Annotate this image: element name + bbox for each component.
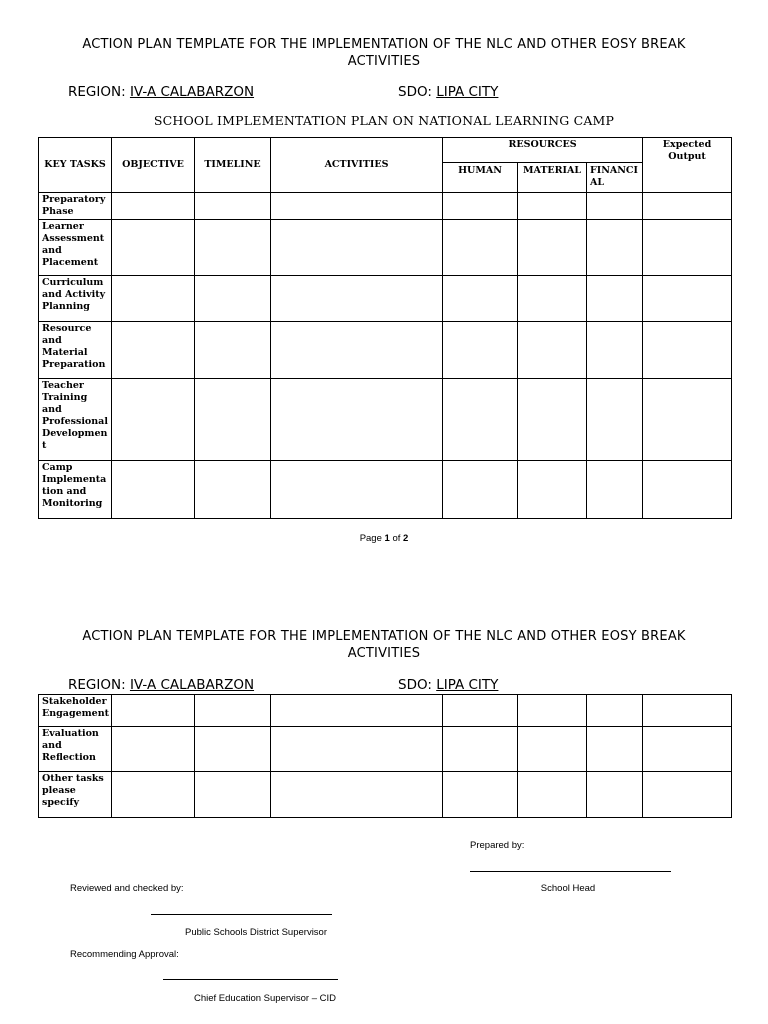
- task-cell: Curriculum and Activity Planning: [39, 276, 112, 322]
- page2-sdo: [398, 677, 498, 693]
- header-timeline: TIMELINE: [195, 138, 271, 193]
- task-cell: Preparatory Phase: [39, 193, 112, 220]
- page1-sdo: [398, 84, 498, 100]
- input-cell[interactable]: [643, 695, 732, 727]
- header-financial: FINANCI AL: [587, 163, 643, 193]
- region-value: IV-A CALABARZON: [129, 84, 255, 100]
- page-label-mid: of: [389, 533, 404, 544]
- input-cell[interactable]: [587, 276, 643, 322]
- input-cell[interactable]: [195, 727, 271, 772]
- cid-signature-line[interactable]: [163, 979, 338, 980]
- input-cell[interactable]: [518, 193, 587, 220]
- header-material: MATERIAL: [518, 163, 587, 193]
- input-cell[interactable]: [195, 276, 271, 322]
- input-cell[interactable]: [643, 461, 732, 519]
- region-label: REGION:: [68, 677, 126, 693]
- sdo-value: LIPA CITY: [436, 84, 499, 100]
- input-cell[interactable]: [443, 322, 518, 379]
- input-cell[interactable]: [271, 461, 443, 519]
- task-cell: Camp Implementa tion and Monitoring: [39, 461, 112, 519]
- input-cell[interactable]: [518, 220, 587, 276]
- task-cell: Evaluation and Reflection: [39, 727, 112, 772]
- input-cell[interactable]: [518, 461, 587, 519]
- input-cell[interactable]: [195, 695, 271, 727]
- page-number: [0, 533, 768, 544]
- school-head-label: School Head: [540, 883, 596, 894]
- input-cell[interactable]: [643, 727, 732, 772]
- input-cell[interactable]: [443, 379, 518, 461]
- page1-region: [68, 84, 254, 100]
- task-cell: Resource and Material Preparation: [39, 322, 112, 379]
- input-cell[interactable]: [271, 695, 443, 727]
- input-cell[interactable]: [518, 695, 587, 727]
- header-human: HUMAN: [443, 163, 518, 193]
- input-cell[interactable]: [112, 461, 195, 519]
- input-cell[interactable]: [195, 193, 271, 220]
- page-current: 1: [384, 533, 390, 544]
- input-cell[interactable]: [643, 276, 732, 322]
- input-cell[interactable]: [195, 772, 271, 818]
- page2-title-text: ACTION PLAN TEMPLATE FOR THE IMPLEMENTATION OF THE NLC AND OTHER EOSY BREAK ACTIVITIES: [82, 629, 686, 661]
- input-cell[interactable]: [443, 772, 518, 818]
- input-cell[interactable]: [112, 193, 195, 220]
- input-cell[interactable]: [643, 772, 732, 818]
- header-key-tasks: KEY TASKS: [39, 138, 112, 193]
- input-cell[interactable]: [271, 193, 443, 220]
- input-cell[interactable]: [112, 276, 195, 322]
- input-cell[interactable]: [271, 379, 443, 461]
- input-cell[interactable]: [587, 772, 643, 818]
- input-cell[interactable]: [271, 276, 443, 322]
- input-cell[interactable]: [195, 461, 271, 519]
- header-expected-output: Expected Output: [643, 138, 732, 193]
- header-activities: ACTIVITIES: [271, 138, 443, 193]
- input-cell[interactable]: [587, 727, 643, 772]
- task-cell: Teacher Training and Professional Developmen t: [39, 379, 112, 461]
- input-cell[interactable]: [271, 220, 443, 276]
- input-cell[interactable]: [518, 727, 587, 772]
- action-plan-table-2: [38, 694, 732, 818]
- page1-title: [0, 36, 768, 70]
- input-cell[interactable]: [443, 727, 518, 772]
- input-cell[interactable]: [518, 322, 587, 379]
- input-cell[interactable]: [112, 220, 195, 276]
- sdo-value: LIPA CITY: [436, 677, 499, 693]
- input-cell[interactable]: [443, 220, 518, 276]
- sdo-label: SDO:: [398, 84, 432, 100]
- input-cell[interactable]: [587, 220, 643, 276]
- psds-label: Public Schools District Supervisor: [184, 927, 328, 938]
- input-cell[interactable]: [112, 695, 195, 727]
- task-cell: Learner Assessment and Placement: [39, 220, 112, 276]
- cid-label: Chief Education Supervisor – CID: [193, 993, 337, 1004]
- input-cell[interactable]: [518, 772, 587, 818]
- page1-title-text: ACTION PLAN TEMPLATE FOR THE IMPLEMENTATION OF THE NLC AND OTHER EOSY BREAK ACTIVITIES: [82, 37, 686, 69]
- input-cell[interactable]: [112, 322, 195, 379]
- input-cell[interactable]: [587, 461, 643, 519]
- input-cell[interactable]: [443, 193, 518, 220]
- input-cell[interactable]: [112, 379, 195, 461]
- input-cell[interactable]: [271, 727, 443, 772]
- header-resources: RESOURCES: [443, 138, 643, 163]
- action-plan-table-1: [38, 137, 732, 519]
- input-cell[interactable]: [443, 695, 518, 727]
- input-cell[interactable]: [195, 220, 271, 276]
- task-cell: Other tasks please specify: [39, 772, 112, 818]
- input-cell[interactable]: [643, 379, 732, 461]
- input-cell[interactable]: [587, 695, 643, 727]
- input-cell[interactable]: [587, 193, 643, 220]
- input-cell[interactable]: [643, 322, 732, 379]
- reviewed-by-label: Reviewed and checked by:: [70, 883, 184, 894]
- input-cell[interactable]: [643, 193, 732, 220]
- input-cell[interactable]: [195, 379, 271, 461]
- input-cell[interactable]: [112, 772, 195, 818]
- input-cell[interactable]: [518, 379, 587, 461]
- prepared-by-label: Prepared by:: [470, 840, 525, 851]
- input-cell[interactable]: [271, 322, 443, 379]
- page1-subtitle: SCHOOL IMPLEMENTATION PLAN ON NATIONAL LEARNING CAMP: [153, 113, 615, 128]
- page2-title: [0, 628, 768, 662]
- recommending-approval-label: Recommending Approval:: [70, 949, 179, 960]
- region-value: IV-A CALABARZON: [129, 677, 255, 693]
- header-objective: OBJECTIVE: [112, 138, 195, 193]
- page-label-prefix: Page: [359, 533, 385, 544]
- input-cell[interactable]: [518, 276, 587, 322]
- input-cell[interactable]: [112, 727, 195, 772]
- input-cell[interactable]: [587, 322, 643, 379]
- input-cell[interactable]: [587, 379, 643, 461]
- page2-region: [68, 677, 254, 693]
- prepared-by-signature-line[interactable]: [470, 871, 671, 872]
- input-cell[interactable]: [271, 772, 443, 818]
- psds-signature-line[interactable]: [151, 914, 332, 915]
- input-cell[interactable]: [643, 220, 732, 276]
- sdo-label: SDO:: [398, 677, 432, 693]
- input-cell[interactable]: [195, 322, 271, 379]
- region-label: REGION:: [68, 84, 126, 100]
- input-cell[interactable]: [443, 276, 518, 322]
- input-cell[interactable]: [443, 461, 518, 519]
- page-total: 2: [403, 533, 409, 544]
- task-cell: Stakeholder Engagement: [39, 695, 112, 727]
